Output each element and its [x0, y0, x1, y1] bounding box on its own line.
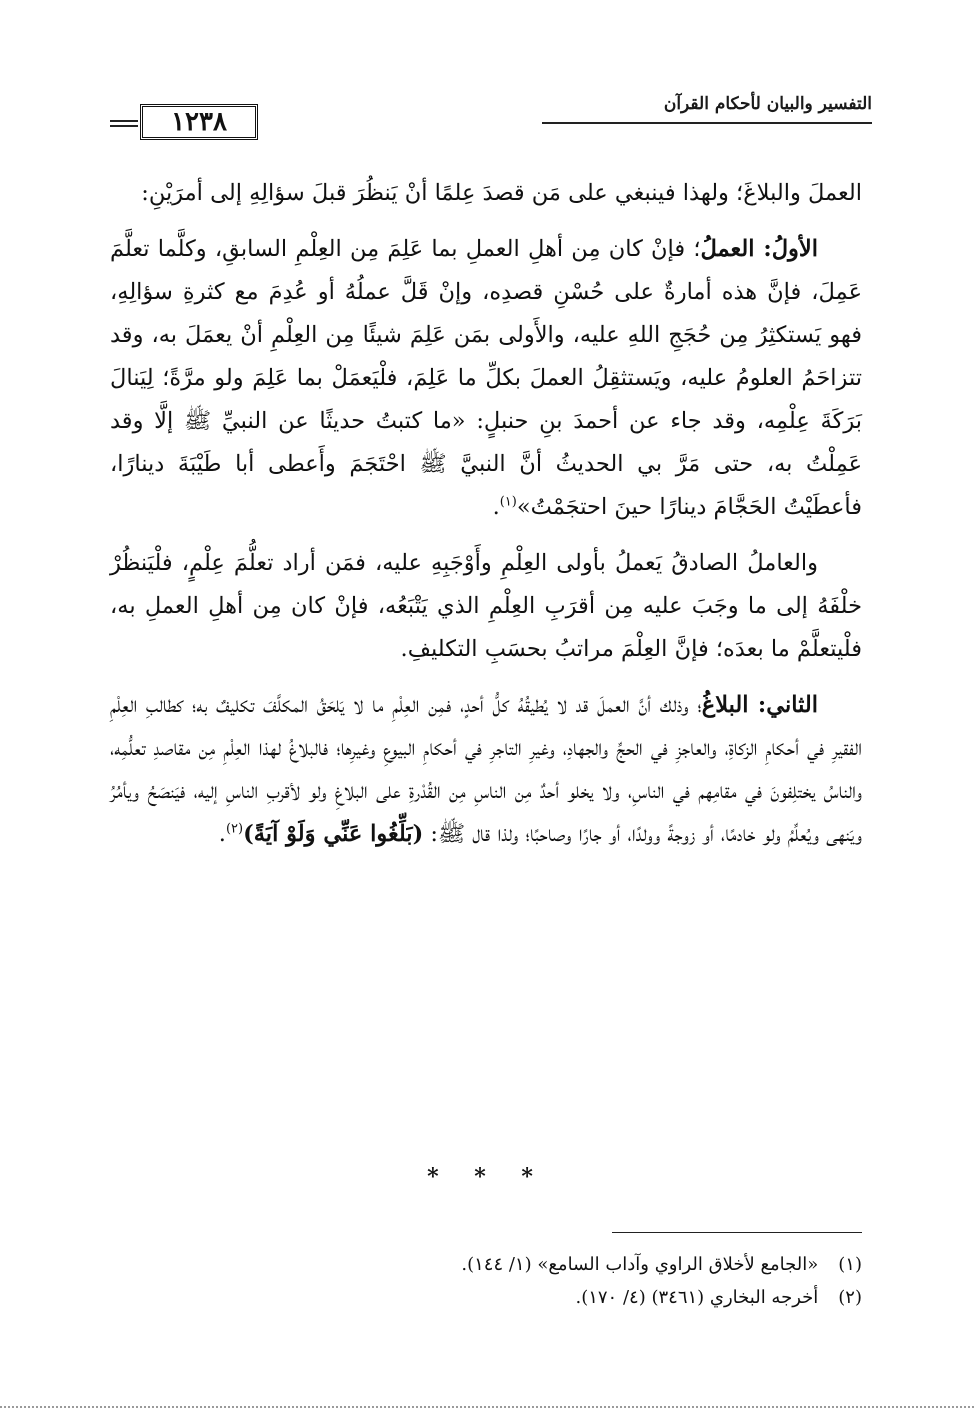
- paragraph-practitioner: والعاملُ الصادقُ يَعملُ بأولى العِلْمِ وأَوْجَبِهِ عليه، فمَن أراد تعلُّمَ عِلْمٍ، فلْيَنظُرْ خلْفَهُ إلى ما وجَبَ عليه مِن أقرَبِ العِلْمِ الذي يَتْبَعُه، فإنْ كان مِن أهلِ العملِ به، فلْيتعلَّمْ ما بعدَه؛ فإنَّ العِلْمَ مراتبُ بحسَبِ التكليفِ.: [110, 550, 862, 662]
- header-rule-left-double: [110, 125, 138, 127]
- running-title: التفسير والبيان لأحكام القرآن: [663, 94, 872, 114]
- hadith-quote: (بَلِّغُوا عَنِّي وَلَوْ آيَةً): [243, 821, 424, 847]
- paragraph-second-matter-end: .: [218, 821, 226, 847]
- footnote-rule: [612, 1232, 862, 1233]
- page-number: ١٢٣٨: [140, 104, 258, 140]
- footnote-1: [110, 1248, 862, 1281]
- paragraph-first-matter-end: .: [492, 494, 500, 520]
- footnote-ref-1[interactable]: (١): [499, 494, 517, 510]
- footnote-text: «الجامع لأخلاق الراوي وآداب السامع» (١/ ١٤٤).: [461, 1254, 819, 1275]
- footnote-text: أخرجه البخاري (٣٤٦١) (٤/ ١٧٠).: [575, 1287, 819, 1308]
- footnote-ref-2[interactable]: (٢): [225, 821, 244, 837]
- footnote-number: (٢): [838, 1287, 862, 1308]
- main-text: [110, 172, 862, 869]
- header-rule: [542, 122, 872, 124]
- footnote-number: (١): [838, 1254, 862, 1275]
- footnote-2: [110, 1281, 862, 1314]
- scan-edge: [0, 1406, 974, 1411]
- paragraph-second-matter-text: ؛ وذلك أنَّ العملَ قد لا يُطيقُهُ كلُّ أحدٍ، فمِن العِلْمِ ما لا يَلحَقُ المكلَّفَ تكليفٌ به؛ كطالبِ العِلْمِ الفقيرِ في أحكامِ الزكاةِ، والعاجزِ في الحجِّ والجهادِ، وغيرِ التاجرِ في أحكامِ البيوعِ وغيرِها؛ فالبلاغُ لهذا العِلْمِ مِن مقاصدِ تعلُّمِه، والناسُ يختلِفونَ في مقامِهم في الناسِ، ولا يخلو أحدٌ مِن الناسِ مِن القُدْرةِ على البلاغِ ولو لأقربِ الناسِ إليه، فيَنصَحُ ويأمُرُ ويَنهى ويُعلِّمُ ولو خادمًا، أو زوجةً وولدًا، أو جارًا وصاحبًا؛ ولذا قال ﷺ:: [110, 692, 862, 847]
- running-header: [112, 88, 872, 148]
- header-rule-left: [110, 120, 138, 122]
- paragraph-first-matter: [110, 228, 862, 529]
- paragraph-second-matter: [110, 684, 862, 856]
- heading-second-matter: الثاني: البلاغُ: [701, 692, 818, 718]
- heading-first-matter: الأولُ: العملُ: [700, 236, 818, 262]
- footnotes: [110, 1248, 862, 1314]
- section-separator: * * *: [427, 1164, 547, 1190]
- paragraph-first-matter-text: ؛ فإنْ كان مِن أهلِ العملِ بما عَلِمَ مِن العِلْمِ السابقِ، وكلَّما تعلَّمَ عَمِلَ، فإنَّ هذه أمارةٌ على حُسْنِ قصدِه، وإنْ قَلَّ عملُهُ أو عُدِمَ مع كثرةِ سؤالِهِ، فهو يَستكثِرُ مِن حُجَجِ اللهِ عليه، والأَولى بمَن عَلِمَ شيئًا مِن العِلْمِ أنْ يعمَلَ به، وقد تتزاحَمُ العلومُ عليه، ويَستثقِلُ العملَ بكلِّ ما عَلِمَ، فلْيَعمَلْ بما عَلِمَ ولو مرَّةً؛ لِيَنالَ بَرَكَةَ عِلْمِه، وقد جاء عن أحمدَ بنِ حنبلٍ: «ما كتبتُ حديثًا عن النبيِّ ﷺ إلَّا وقد عَمِلْتُ به، حتى مَرَّ بي الحديثُ أنَّ النبيَّ ﷺ احْتَجَمَ وأَعطى أبا طَيْبَةَ دينارًا، فأعطَيْتُ الحَجَّامَ دينارًا حينَ احتجَمْتُ»: [110, 236, 862, 520]
- paragraph-intro: العملَ والبلاغَ؛ ولهذا فينبغي على مَن قصدَ عِلمًا أنْ يَنظُرَ قبلَ سؤالِهِ إلى أمرَيْنِ:: [141, 180, 862, 206]
